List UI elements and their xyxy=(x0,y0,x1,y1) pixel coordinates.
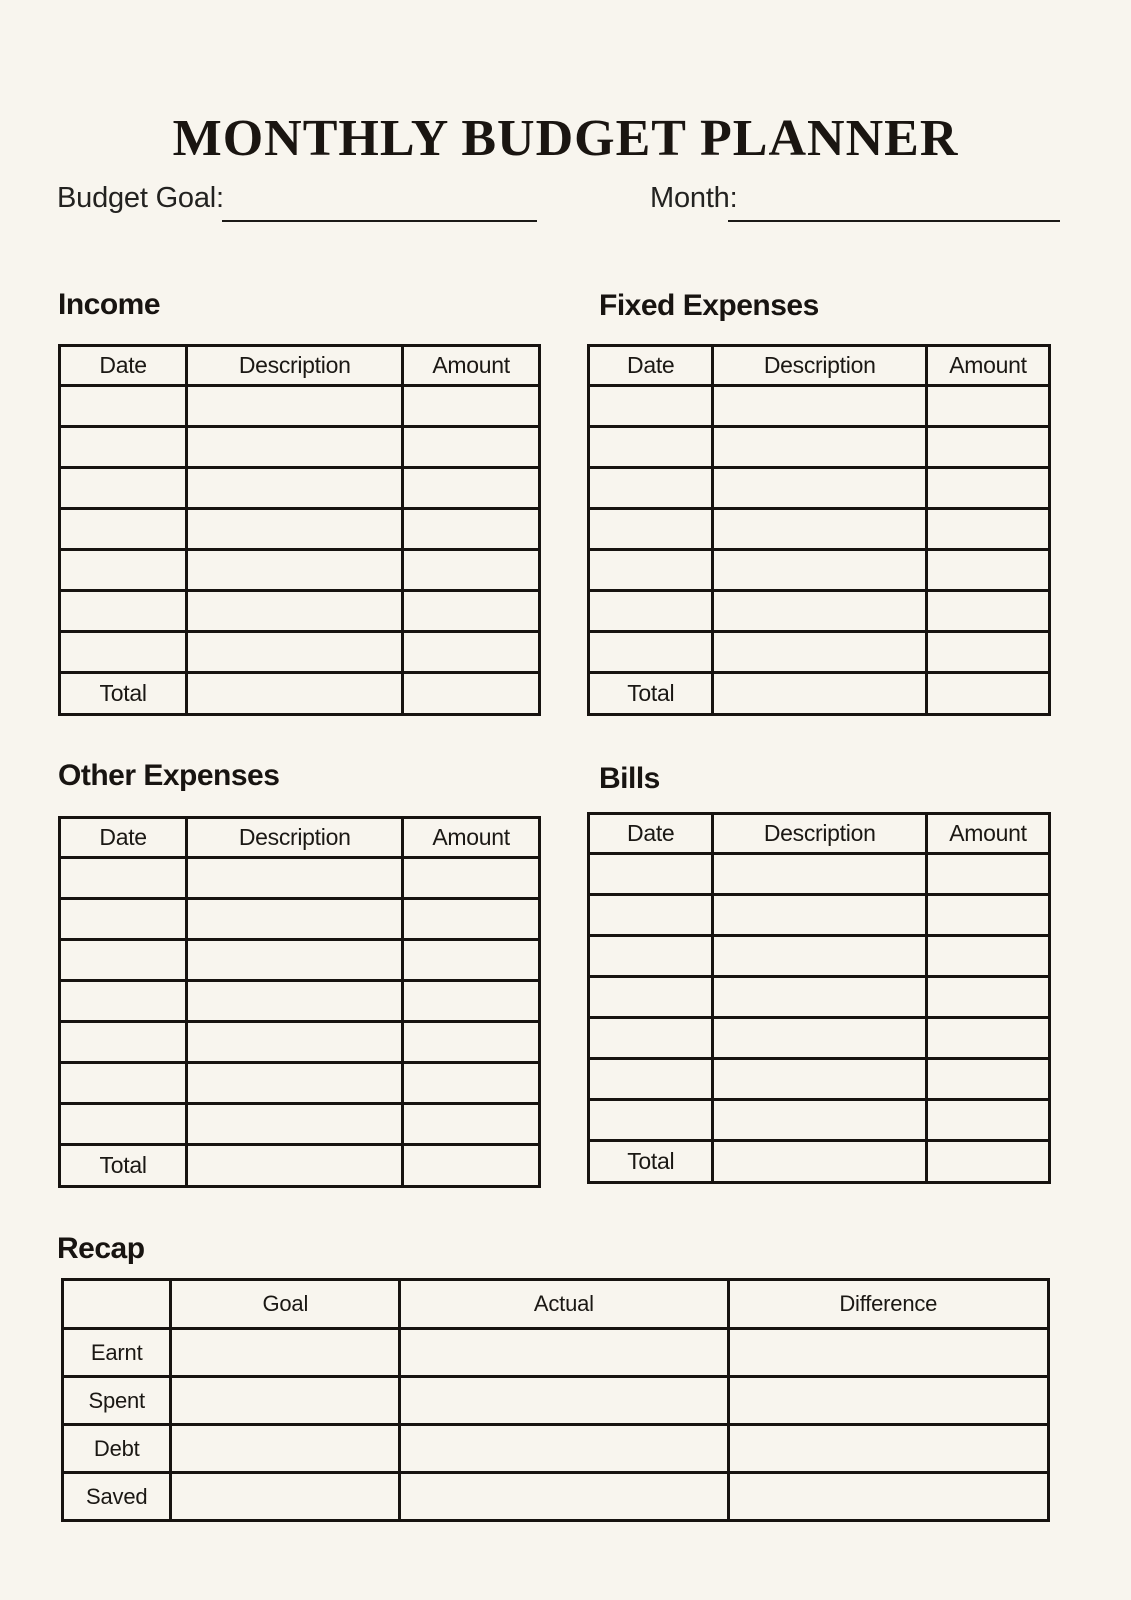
recap-table xyxy=(61,1278,1050,1522)
column-header: Description xyxy=(187,346,403,386)
entry-cell[interactable] xyxy=(589,936,713,977)
entry-row xyxy=(589,468,1050,509)
entry-cell[interactable] xyxy=(60,1063,187,1104)
total-cell[interactable] xyxy=(187,673,403,715)
entry-row xyxy=(60,1104,540,1145)
entry-cell[interactable] xyxy=(926,427,1049,468)
header-row xyxy=(589,814,1050,854)
entry-cell[interactable] xyxy=(60,550,187,591)
entry-cell[interactable] xyxy=(187,591,403,632)
entry-row xyxy=(60,940,540,981)
entry-row xyxy=(589,386,1050,427)
recap-header-row xyxy=(63,1280,1049,1329)
total-cell[interactable] xyxy=(403,1145,540,1187)
entry-cell[interactable] xyxy=(403,1104,540,1145)
page-title: MONTHLY BUDGET PLANNER xyxy=(172,109,959,167)
fixed-expenses-heading: Fixed Expenses xyxy=(599,289,819,322)
entry-cell[interactable] xyxy=(403,940,540,981)
entry-cell[interactable] xyxy=(589,509,713,550)
entry-cell[interactable] xyxy=(403,591,540,632)
entry-row xyxy=(60,550,540,591)
entry-cell[interactable] xyxy=(589,468,713,509)
entry-row xyxy=(589,591,1050,632)
entry-cell[interactable] xyxy=(713,977,926,1018)
bills-heading: Bills xyxy=(599,762,660,795)
recap-cell[interactable] xyxy=(728,1473,1048,1521)
entry-row xyxy=(589,550,1050,591)
entry-cell[interactable] xyxy=(187,468,403,509)
entry-row xyxy=(589,509,1050,550)
entry-row xyxy=(589,895,1050,936)
entry-cell[interactable] xyxy=(713,895,926,936)
column-header: Description xyxy=(187,818,403,858)
total-cell[interactable] xyxy=(926,1141,1049,1183)
recap-cell[interactable] xyxy=(400,1329,728,1377)
total-label: Total xyxy=(60,1145,187,1187)
total-cell[interactable] xyxy=(187,1145,403,1187)
entry-row xyxy=(589,1018,1050,1059)
entry-cell[interactable] xyxy=(589,386,713,427)
entry-cell[interactable] xyxy=(589,427,713,468)
entry-row xyxy=(60,632,540,673)
entry-row xyxy=(60,899,540,940)
entry-cell[interactable] xyxy=(926,977,1049,1018)
entry-cell[interactable] xyxy=(713,632,926,673)
recap-row-label: Saved xyxy=(63,1473,171,1521)
column-header: Date xyxy=(60,818,187,858)
column-header: Description xyxy=(713,814,926,854)
entry-cell[interactable] xyxy=(187,858,403,899)
header-row xyxy=(589,346,1050,386)
entry-cell[interactable] xyxy=(589,591,713,632)
entry-cell[interactable] xyxy=(713,1059,926,1100)
entry-cell[interactable] xyxy=(60,427,187,468)
entry-row xyxy=(60,386,540,427)
total-cell[interactable] xyxy=(713,673,926,715)
entry-cell[interactable] xyxy=(60,468,187,509)
column-header: Amount xyxy=(926,814,1049,854)
entry-cell[interactable] xyxy=(403,1063,540,1104)
entry-cell[interactable] xyxy=(187,981,403,1022)
fixed-expenses-table xyxy=(587,344,1051,716)
total-label: Total xyxy=(60,673,187,715)
entry-cell[interactable] xyxy=(403,468,540,509)
entry-cell[interactable] xyxy=(187,509,403,550)
entry-row xyxy=(60,858,540,899)
entry-cell[interactable] xyxy=(403,427,540,468)
entry-cell[interactable] xyxy=(926,1018,1049,1059)
entry-cell[interactable] xyxy=(187,940,403,981)
entry-cell[interactable] xyxy=(926,632,1049,673)
entry-cell[interactable] xyxy=(403,386,540,427)
other-expenses-heading: Other Expenses xyxy=(58,759,280,792)
entry-cell[interactable] xyxy=(926,1059,1049,1100)
column-header: Amount xyxy=(926,346,1049,386)
bills-table xyxy=(587,812,1051,1184)
entry-cell[interactable] xyxy=(60,632,187,673)
recap-row xyxy=(63,1377,1049,1425)
header-row xyxy=(60,818,540,858)
column-header: Amount xyxy=(403,818,540,858)
recap-column-header: Goal xyxy=(171,1280,400,1329)
entry-cell[interactable] xyxy=(589,1018,713,1059)
entry-cell[interactable] xyxy=(60,858,187,899)
entry-cell[interactable] xyxy=(60,899,187,940)
month-label: Month: xyxy=(650,182,738,214)
total-row xyxy=(589,673,1050,715)
recap-cell[interactable] xyxy=(171,1473,400,1521)
entry-cell[interactable] xyxy=(187,427,403,468)
entry-cell[interactable] xyxy=(713,509,926,550)
recap-cell[interactable] xyxy=(400,1425,728,1473)
entry-cell[interactable] xyxy=(589,854,713,895)
recap-cell[interactable] xyxy=(728,1377,1048,1425)
entry-cell[interactable] xyxy=(926,468,1049,509)
entry-cell[interactable] xyxy=(926,386,1049,427)
entry-row xyxy=(589,1100,1050,1141)
entry-row xyxy=(589,632,1050,673)
recap-cell[interactable] xyxy=(171,1329,400,1377)
entry-cell[interactable] xyxy=(926,591,1049,632)
entry-cell[interactable] xyxy=(187,550,403,591)
entry-cell[interactable] xyxy=(60,981,187,1022)
entry-cell[interactable] xyxy=(403,509,540,550)
income-table xyxy=(58,344,541,716)
income-heading: Income xyxy=(58,288,161,321)
total-row xyxy=(60,1145,540,1187)
entry-cell[interactable] xyxy=(187,632,403,673)
entry-cell[interactable] xyxy=(589,1059,713,1100)
total-row xyxy=(589,1141,1050,1183)
entry-cell[interactable] xyxy=(589,632,713,673)
entry-cell[interactable] xyxy=(713,427,926,468)
budget-goal-label: Budget Goal: xyxy=(57,182,224,214)
recap-cell[interactable] xyxy=(171,1425,400,1473)
total-cell[interactable] xyxy=(403,673,540,715)
entry-cell[interactable] xyxy=(713,591,926,632)
entry-cell[interactable] xyxy=(713,468,926,509)
entry-row xyxy=(589,854,1050,895)
entry-row xyxy=(60,468,540,509)
entry-cell[interactable] xyxy=(926,895,1049,936)
recap-cell[interactable] xyxy=(728,1329,1048,1377)
entry-row xyxy=(589,936,1050,977)
entry-cell[interactable] xyxy=(187,1022,403,1063)
entry-cell[interactable] xyxy=(187,1063,403,1104)
entry-cell[interactable] xyxy=(403,550,540,591)
recap-cell[interactable] xyxy=(171,1377,400,1425)
recap-row-label: Spent xyxy=(63,1377,171,1425)
entry-cell[interactable] xyxy=(60,1104,187,1145)
entry-cell[interactable] xyxy=(589,977,713,1018)
entry-cell[interactable] xyxy=(60,386,187,427)
recap-row-label: Debt xyxy=(63,1425,171,1473)
recap-heading: Recap xyxy=(57,1232,145,1265)
month-input-line[interactable] xyxy=(728,220,1060,222)
total-label: Total xyxy=(589,1141,713,1183)
entry-cell[interactable] xyxy=(589,1100,713,1141)
recap-column-header: Actual xyxy=(400,1280,728,1329)
entry-cell[interactable] xyxy=(403,899,540,940)
column-header: Date xyxy=(589,814,713,854)
total-row xyxy=(60,673,540,715)
entry-cell[interactable] xyxy=(926,854,1049,895)
recap-row xyxy=(63,1329,1049,1377)
entry-row xyxy=(60,1022,540,1063)
recap-cell[interactable] xyxy=(400,1473,728,1521)
entry-row xyxy=(60,427,540,468)
other-expenses-table xyxy=(58,816,541,1188)
entry-cell[interactable] xyxy=(926,509,1049,550)
total-cell[interactable] xyxy=(713,1141,926,1183)
entry-cell[interactable] xyxy=(713,1100,926,1141)
recap-column-header xyxy=(63,1280,171,1329)
entry-cell[interactable] xyxy=(713,550,926,591)
column-header: Description xyxy=(713,346,926,386)
recap-row-label: Earnt xyxy=(63,1329,171,1377)
budget-goal-input-line[interactable] xyxy=(222,220,537,222)
entry-cell[interactable] xyxy=(60,940,187,981)
entry-cell[interactable] xyxy=(589,895,713,936)
entry-cell[interactable] xyxy=(60,509,187,550)
column-header: Amount xyxy=(403,346,540,386)
entry-cell[interactable] xyxy=(926,1100,1049,1141)
entry-row xyxy=(60,981,540,1022)
total-cell[interactable] xyxy=(926,673,1049,715)
entry-cell[interactable] xyxy=(403,632,540,673)
entry-row xyxy=(60,591,540,632)
entry-row xyxy=(589,1059,1050,1100)
recap-row xyxy=(63,1425,1049,1473)
entry-cell[interactable] xyxy=(60,591,187,632)
recap-cell[interactable] xyxy=(400,1377,728,1425)
entry-cell[interactable] xyxy=(713,1018,926,1059)
entry-cell[interactable] xyxy=(926,936,1049,977)
entry-cell[interactable] xyxy=(403,858,540,899)
entry-cell[interactable] xyxy=(403,1022,540,1063)
entry-cell[interactable] xyxy=(60,1022,187,1063)
header-row xyxy=(60,346,540,386)
entry-row xyxy=(589,427,1050,468)
entry-row xyxy=(589,977,1050,1018)
recap-row xyxy=(63,1473,1049,1521)
entry-row xyxy=(60,1063,540,1104)
entry-cell[interactable] xyxy=(713,386,926,427)
recap-cell[interactable] xyxy=(728,1425,1048,1473)
recap-column-header: Difference xyxy=(728,1280,1048,1329)
entry-cell[interactable] xyxy=(713,936,926,977)
entry-cell[interactable] xyxy=(187,386,403,427)
total-label: Total xyxy=(589,673,713,715)
entry-cell[interactable] xyxy=(403,981,540,1022)
entry-cell[interactable] xyxy=(713,854,926,895)
entry-cell[interactable] xyxy=(187,899,403,940)
entry-cell[interactable] xyxy=(589,550,713,591)
entry-cell[interactable] xyxy=(926,550,1049,591)
column-header: Date xyxy=(60,346,187,386)
entry-row xyxy=(60,509,540,550)
column-header: Date xyxy=(589,346,713,386)
entry-cell[interactable] xyxy=(187,1104,403,1145)
